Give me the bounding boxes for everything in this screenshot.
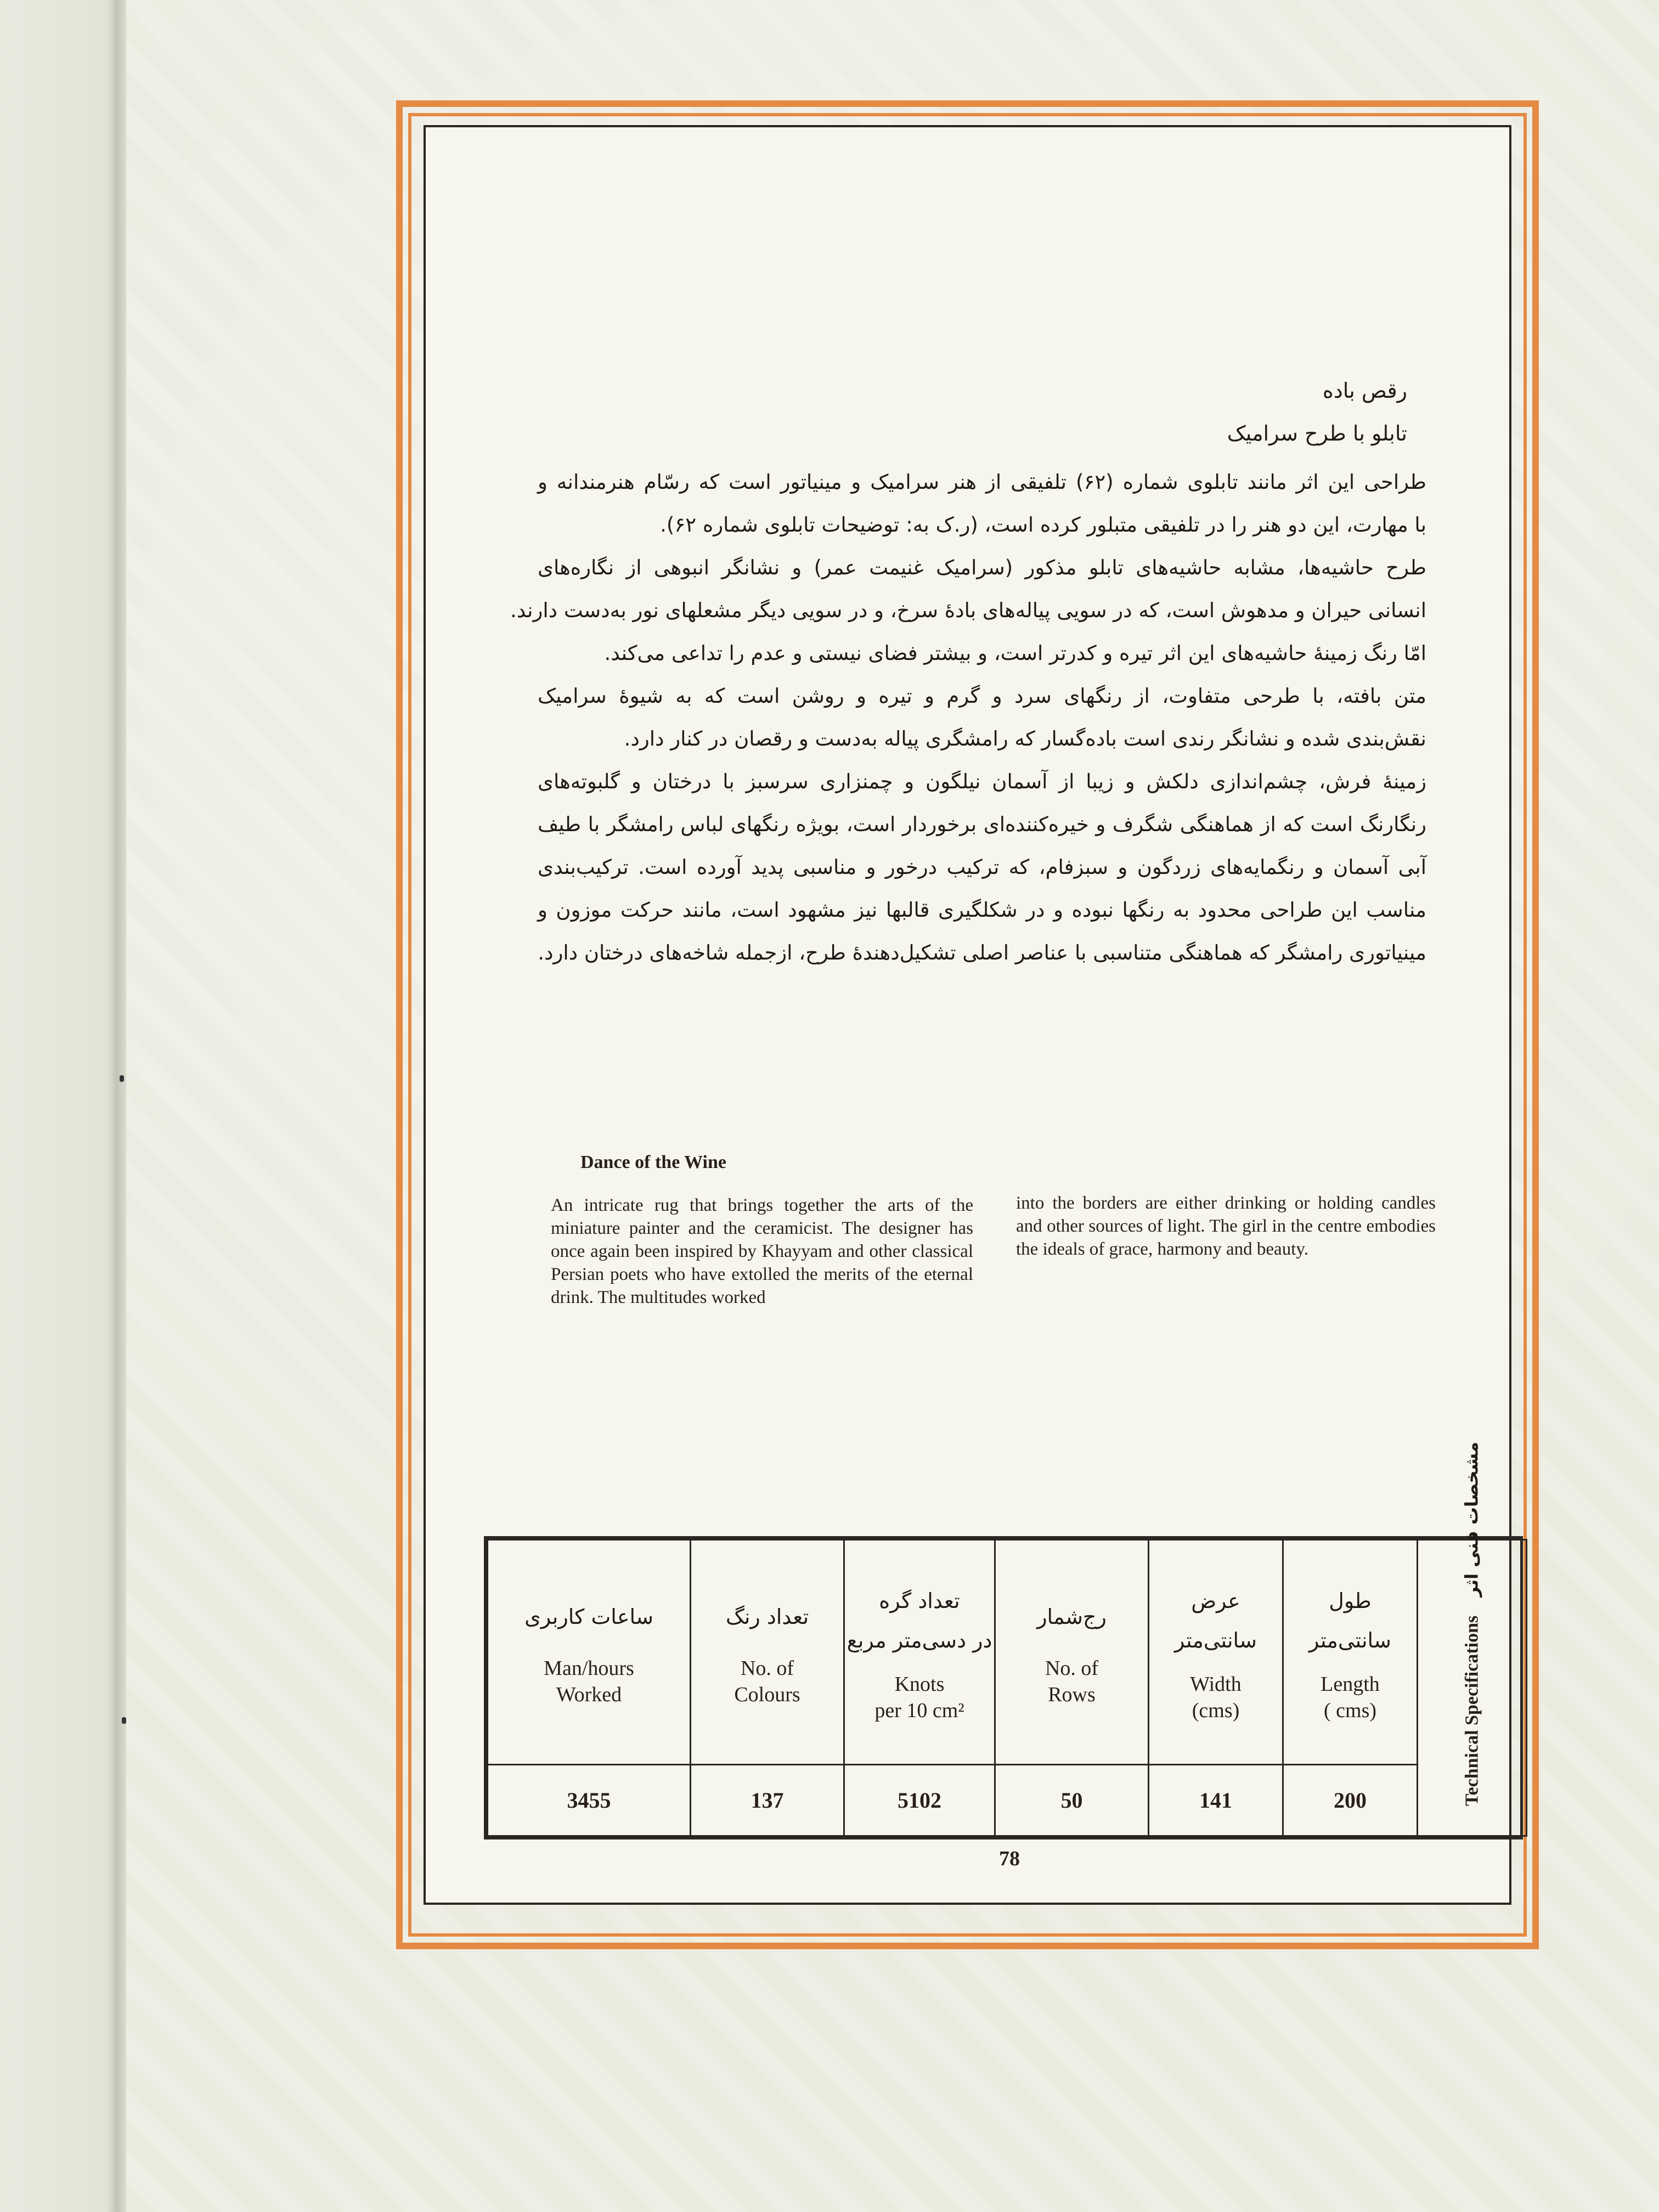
persian-line: نقش‌بندی شده و نشانگر رندی است باده‌گسار که رامشگری پیاله به‌دست و رقصان در کنار دارد. xyxy=(624,727,1426,751)
persian-line: طرح حاشیه‌ها، مشابه حاشیه‌های تابلو مذکور (سرامیک غنیمت عمر) و نشانگر انبوهی از نگاره‌های xyxy=(538,556,1426,579)
persian-line: زمینهٔ فرش، چشم‌اندازی دلکش و زیبا از آسمان نیلگون و چمنزاری سرسبز با درختان و گلبوته‌های xyxy=(538,770,1426,793)
persian-title: رقص باده xyxy=(1322,379,1407,403)
persian-line: مناسب این طراحی محدود به رنگها نبوده و در شکلگیری قالبها نیز مشهود است، مانند حرکت موزون و xyxy=(538,898,1426,922)
spec-value-width: 141 xyxy=(1149,1765,1283,1836)
page-speck xyxy=(122,1717,126,1724)
persian-line: انسانی حیران و مدهوش است، که در سویی پیاله‌های بادهٔ سرخ، و در سویی دیگر مشعلهای نور به‌دست دارند. xyxy=(510,599,1426,622)
persian-line: امّا رنگ زمینهٔ حاشیه‌های این اثر تیره و کدرتر است، و بیشتر فضای نیستی و عدم را تداعی می‌کند. xyxy=(604,641,1426,665)
spec-header-man-hours xyxy=(488,1540,691,1765)
spec-header-fa: رج‌شمار xyxy=(1037,1604,1107,1629)
spec-header-en: Length ( cms) xyxy=(1321,1672,1380,1722)
spec-side-label-en: Technical Specifications xyxy=(1462,1615,1482,1806)
technical-specifications-table xyxy=(484,1441,1523,1839)
persian-line: طراحی این اثر مانند تابلوی شماره (۶۲) تلفیقی از هنر سرامیک و مینیاتور است که رسّام هنرمندانه و xyxy=(538,470,1426,494)
page-number: 78 xyxy=(999,1847,1020,1870)
spec-header-en: Knots per 10 cm² xyxy=(874,1672,964,1722)
spec-value-colours: 137 xyxy=(691,1765,844,1836)
persian-line: متن بافته، با طرحی متفاوت، از رنگهای سرد و گرم و تیره و روشن است که به شیوهٔ سرامیک xyxy=(538,684,1426,708)
spec-header-fa-unit: در دسی‌متر مربع xyxy=(847,1628,992,1652)
spec-header-en: Width (cms) xyxy=(1190,1672,1242,1722)
english-title: Dance of the Wine xyxy=(580,1152,727,1172)
english-column-2: into the borders are either drinking or holding candles and other sources of light. The girl in the centre embodies the ideals of grace, harmony and beauty. xyxy=(1016,1193,1436,1259)
spec-header-en: Man/hours Worked xyxy=(544,1656,634,1706)
page-speck xyxy=(120,1075,124,1082)
spec-header-fa-unit: سانتی‌متر xyxy=(1175,1628,1257,1652)
spec-header-knots xyxy=(844,1540,995,1765)
spec-side-label-fa: مشخصات فنی اثر xyxy=(1461,1441,1482,1597)
spec-header-colours xyxy=(691,1540,844,1765)
spec-value-knots: 5102 xyxy=(844,1765,995,1836)
spec-value-length: 200 xyxy=(1283,1765,1418,1836)
spec-header-fa-unit: سانتی‌متر xyxy=(1309,1628,1391,1652)
spec-header-fa: ساعات کاربری xyxy=(524,1604,653,1629)
persian-line: آبی آسمان و رنگمایه‌های زردگون و سبزفام، که ترکیب درخور و مناسبی پدید آورده است. ترکیب‌بندی xyxy=(538,855,1426,879)
book-gutter xyxy=(108,0,126,2212)
persian-line: با مهارت، این دو هنر را در تلفیقی متبلور کرده است، (ر.ک به: توضیحات تابلوی شماره ۶۲). xyxy=(660,513,1426,537)
spec-header-fa: تعداد گره xyxy=(879,1588,960,1613)
persian-subtitle: تابلو با طرح سرامیک xyxy=(1227,421,1407,445)
spec-value-rows: 50 xyxy=(995,1765,1149,1836)
spec-header-fa: عرض xyxy=(1191,1588,1240,1613)
persian-line: رنگارنگ است که از هماهنگی شگرف و خیره‌کننده‌ای برخوردار است، بویژه رنگهای لباس رامشگر با طیف xyxy=(538,812,1426,836)
spec-header-length xyxy=(1283,1540,1418,1765)
spec-header-fa: طول xyxy=(1329,1588,1372,1613)
spec-header-en: No. of Colours xyxy=(734,1656,800,1706)
persian-line: مینیاتوری رامشگر که هماهنگی متناسبی با عناصر اصلی تشکیل‌دهندهٔ طرح، ازجمله شاخه‌های درختان دارد. xyxy=(538,941,1426,964)
english-column-1: An intricate rug that brings together the arts of the miniature painter and the ceramicist. The designer has once again been inspired by Khayyam and other classical Persian poets who have extolled the merits of the eternal drink. The multitudes worked xyxy=(551,1195,973,1307)
spec-side-label xyxy=(1418,1441,1527,1836)
spec-header-en: No. of Rows xyxy=(1045,1656,1099,1706)
persian-body xyxy=(510,461,1426,974)
spec-header-fa: تعداد رنگ xyxy=(725,1604,809,1629)
spec-header-rows xyxy=(995,1540,1149,1765)
spec-value-man-hours: 3455 xyxy=(488,1765,691,1836)
spec-header-width xyxy=(1149,1540,1283,1765)
